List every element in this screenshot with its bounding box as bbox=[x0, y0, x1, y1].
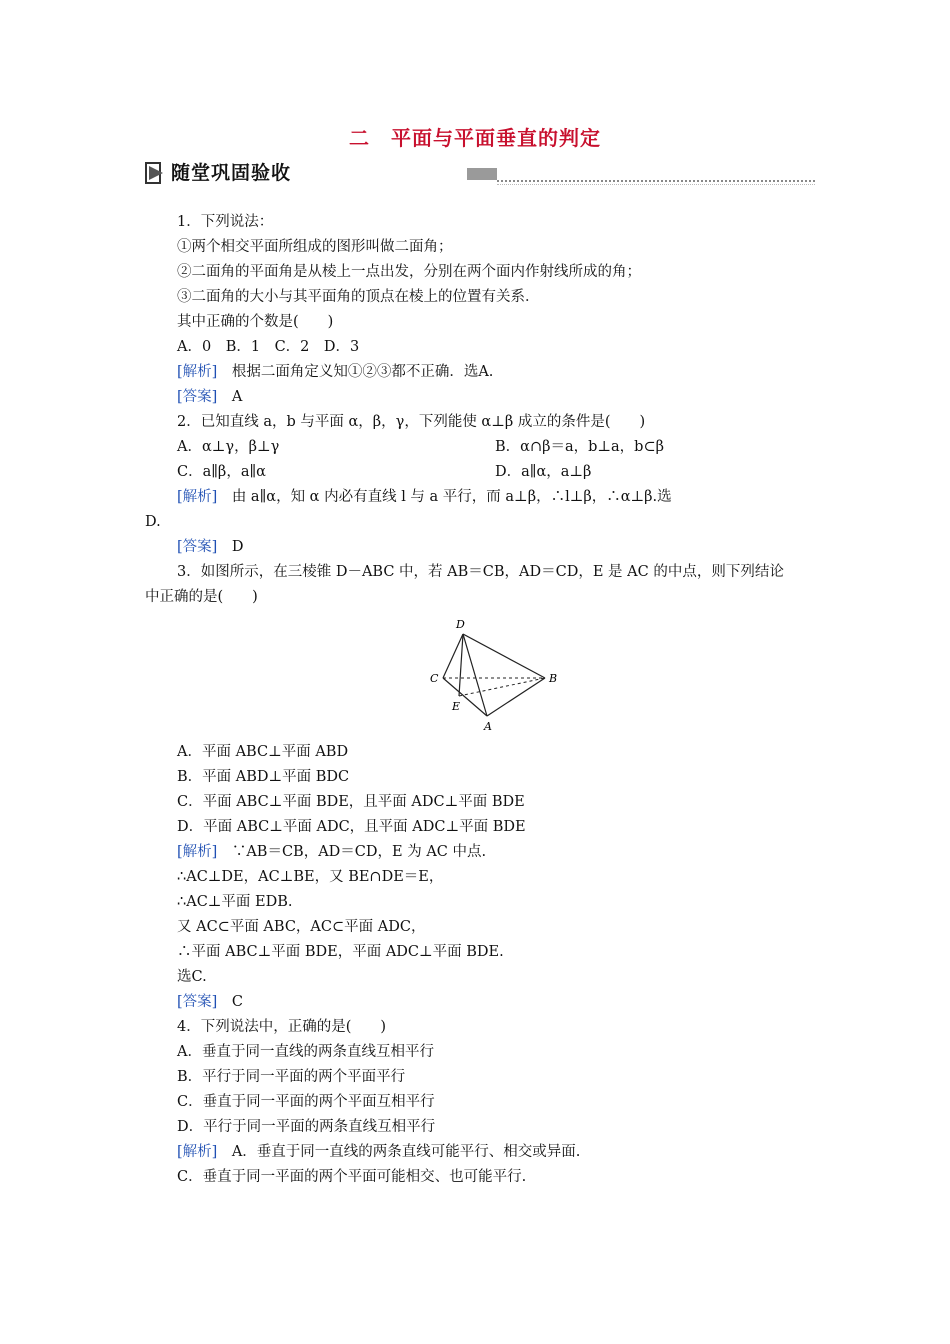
text-line bbox=[145, 790, 813, 815]
text-line bbox=[145, 865, 813, 890]
line-text: ∴AC⊥DE，AC⊥BE，又 BE∩DE＝E， bbox=[177, 869, 444, 885]
text-line bbox=[145, 1015, 813, 1040]
label-B: B bbox=[549, 672, 558, 685]
text-line bbox=[145, 965, 813, 990]
line-text: 3．如图所示，在三棱锥 D－ABC 中，若 AB＝CB，AD＝CD，E 是 AC 的中点，则下列结论 bbox=[177, 564, 784, 580]
text-line bbox=[145, 740, 813, 765]
line-text: 其中正确的个数是( ) bbox=[177, 314, 334, 330]
banner-bar bbox=[467, 168, 497, 180]
text-line bbox=[145, 510, 813, 535]
line-text: 1．下列说法： bbox=[177, 214, 274, 230]
line-text: A．垂直于同一直线的两条直线互相平行 bbox=[177, 1044, 434, 1060]
line-text: D．平行于同一平面的两条直线互相平行 bbox=[177, 1119, 436, 1135]
label-D: D bbox=[456, 618, 465, 631]
option-row bbox=[145, 435, 813, 460]
line-text: D bbox=[217, 539, 244, 555]
answer-tag: [解析] bbox=[177, 844, 218, 860]
line-text: D. bbox=[145, 514, 161, 530]
line-text: C bbox=[217, 994, 243, 1010]
answer-tag: [答案] bbox=[177, 539, 218, 555]
page-title: 二 平面与平面垂直的判定 bbox=[349, 126, 601, 150]
text-line bbox=[145, 310, 813, 335]
label-C: C bbox=[430, 672, 439, 685]
section-banner-label: 随堂巩固验收 bbox=[171, 162, 292, 184]
option-text: A．α⊥γ，β⊥γ bbox=[177, 439, 280, 455]
line-text: ①两个相交平面所组成的图形叫做二面角； bbox=[177, 239, 453, 255]
line-text: A bbox=[217, 389, 243, 405]
text-line bbox=[145, 210, 813, 235]
line-text: 由 a∥α，知 α 内必有直线 l 与 a 平行，而 a⊥β，∴l⊥β，∴α⊥β.选 bbox=[217, 489, 672, 505]
pyramid-diagram bbox=[425, 614, 565, 734]
text-line bbox=[145, 840, 813, 865]
text-line bbox=[145, 765, 813, 790]
line-text: 根据二面角定义知①②③都不正确．选A. bbox=[217, 364, 494, 380]
pyramid-figure bbox=[145, 610, 813, 740]
line-text: 又 AC⊂平面 ABC，AC⊂平面 ADC， bbox=[177, 919, 426, 935]
text-line bbox=[145, 1140, 813, 1165]
answer-tag: [答案] bbox=[177, 994, 218, 1010]
text-line bbox=[145, 360, 813, 385]
text-line bbox=[145, 585, 813, 610]
document-body bbox=[145, 210, 813, 1190]
line-text: C．平面 ABC⊥平面 BDE，且平面 ADC⊥平面 BDE bbox=[177, 794, 525, 810]
text-line bbox=[145, 410, 813, 435]
text-line bbox=[145, 285, 813, 310]
line-text: C．垂直于同一平面的两个平面可能相交、也可能平行. bbox=[177, 1169, 527, 1185]
line-text: C．垂直于同一平面的两个平面互相平行 bbox=[177, 1094, 435, 1110]
line-text: ③二面角的大小与其平面角的顶点在棱上的位置有关系． bbox=[177, 289, 540, 305]
line-text: ∴AC⊥平面 EDB. bbox=[177, 894, 293, 910]
line-text: 中正确的是( ) bbox=[145, 589, 258, 605]
line-text: B．平面 ABD⊥平面 BDC bbox=[177, 769, 350, 785]
option-row bbox=[145, 460, 813, 485]
text-line bbox=[145, 535, 813, 560]
text-line bbox=[145, 940, 813, 965]
line-text: A．垂直于同一直线的两条直线可能平行、相交或异面. bbox=[217, 1144, 581, 1160]
text-line bbox=[145, 335, 813, 360]
line-text: D．平面 ABC⊥平面 ADC，且平面 ADC⊥平面 BDE bbox=[177, 819, 526, 835]
option-text: D．a∥α，a⊥β bbox=[495, 464, 592, 480]
section-banner bbox=[145, 160, 815, 186]
line-text: A．0 B．1 C．2 D．3 bbox=[177, 339, 360, 355]
text-line bbox=[145, 1065, 813, 1090]
label-A: A bbox=[484, 720, 492, 733]
text-line bbox=[145, 1115, 813, 1140]
text-line bbox=[145, 235, 813, 260]
banner-divider bbox=[497, 180, 815, 182]
text-line bbox=[145, 260, 813, 285]
text-line bbox=[145, 1165, 813, 1190]
answer-tag: [解析] bbox=[177, 489, 218, 505]
line-text: 选C. bbox=[177, 969, 207, 985]
label-E: E bbox=[452, 700, 461, 713]
line-text: ②二面角的平面角是从棱上一点出发，分别在两个面内作射线所成的角； bbox=[177, 264, 641, 280]
text-line bbox=[145, 1090, 813, 1115]
answer-tag: [解析] bbox=[177, 364, 218, 380]
text-line bbox=[145, 1040, 813, 1065]
line-text: 2．已知直线 a，b 与平面 α，β，γ，下列能使 α⊥β 成立的条件是( ) bbox=[177, 414, 646, 430]
line-text: 4．下列说法中，正确的是( ) bbox=[177, 1019, 387, 1035]
text-line bbox=[145, 560, 813, 585]
text-line bbox=[145, 915, 813, 940]
banner-divider-2 bbox=[497, 184, 815, 185]
text-line bbox=[145, 890, 813, 915]
arrow-icon bbox=[145, 162, 165, 184]
answer-tag: [解析] bbox=[177, 1144, 218, 1160]
answer-tag: [答案] bbox=[177, 389, 218, 405]
line-text: ∵AB＝CB，AD＝CD，E 为 AC 中点. bbox=[217, 844, 487, 860]
line-text: ∴平面 ABC⊥平面 BDE，平面 ADC⊥平面 BDE. bbox=[177, 944, 504, 960]
option-text: C．a∥β，a∥α bbox=[177, 464, 266, 480]
line-text: B．平行于同一平面的两个平面平行 bbox=[177, 1069, 406, 1085]
text-line bbox=[145, 485, 813, 510]
line-text: A．平面 ABC⊥平面 ABD bbox=[177, 744, 349, 760]
text-line bbox=[145, 815, 813, 840]
text-line bbox=[145, 385, 813, 410]
text-line bbox=[145, 990, 813, 1015]
option-text: B．α∩β＝a，b⊥a，b⊂β bbox=[495, 439, 665, 455]
